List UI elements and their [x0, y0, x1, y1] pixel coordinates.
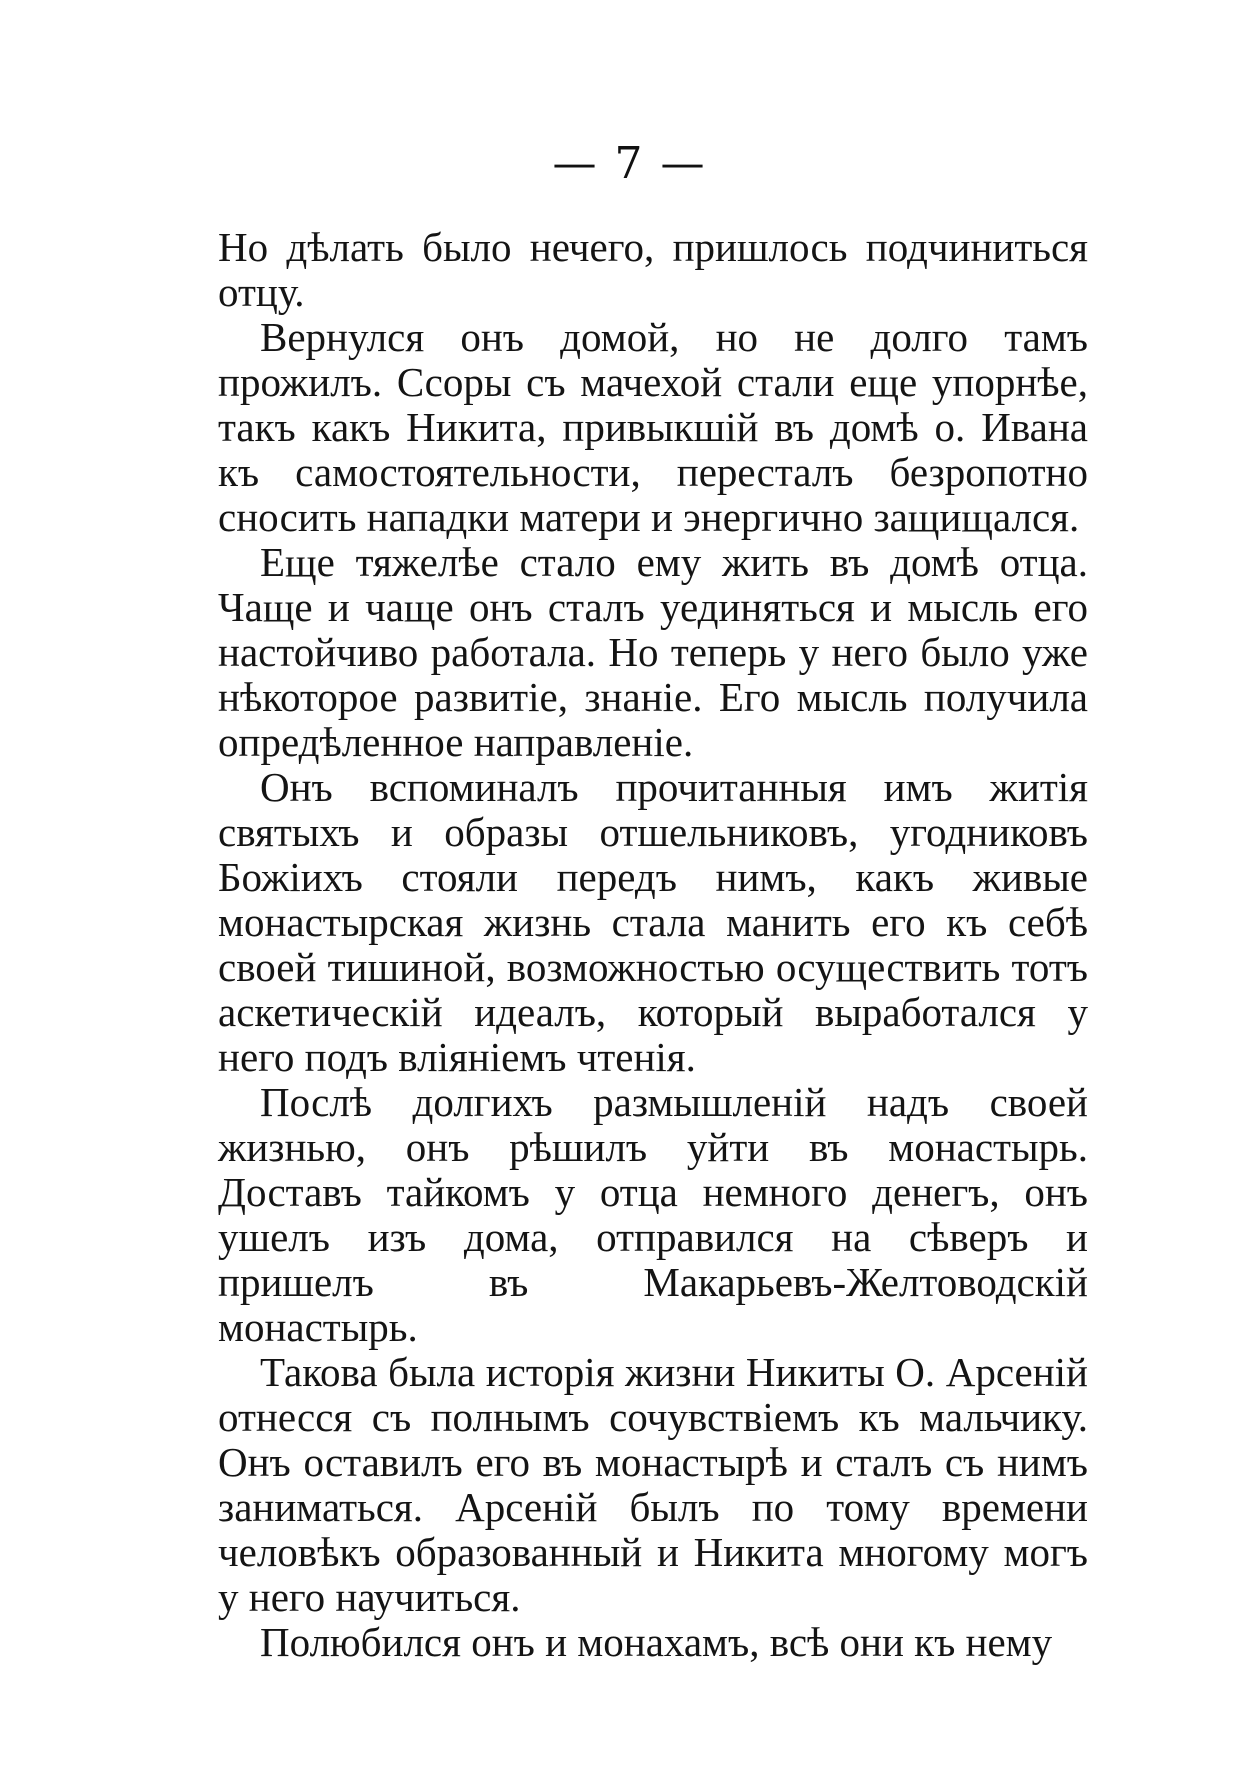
- body-text: [218, 225, 1088, 1665]
- paragraph-5: Послѣ долгихъ размышленій надъ своей жизнью, онъ рѣшилъ уйти въ монастырь. Доставъ тайкомъ у отца немного денегъ, онъ ушелъ изъ дома, отправился на сѣверъ и пришелъ въ Макарьевъ-Желтоводскій монастырь.: [218, 1079, 1088, 1350]
- paragraph-3: Еще тяжелѣе стало ему жить въ домѣ отца. Чаще и чаще онъ сталъ уединяться и мысль его настойчиво работала. Но теперь у него было уже нѣкоторое развитіе, знаніе. Его мысль получила опредѣленное направленіе.: [218, 539, 1088, 765]
- paragraph-1: Но дѣлать было нечего, пришлось подчиниться отцу.: [218, 224, 1088, 315]
- paragraph-2: Вернулся онъ домой, но не долго тамъ прожилъ. Ссоры съ мачехой стали еще упорнѣе, такъ какъ Никита, привыкшій въ домѣ о. Ивана къ самостоятельности, пересталъ безропотно сносить нападки матери и энергично защищался.: [218, 314, 1088, 540]
- page-number: — 7 —: [552, 138, 707, 189]
- paragraph-6: Такова была исторія жизни Никиты О. Арсеній отнесся съ полнымъ сочувствіемъ къ мальчику. Онъ оставилъ его въ монастырѣ и сталъ съ нимъ заниматься. Арсеній былъ по тому времени человѣкъ образованный и Никита многому могъ у него научиться.: [218, 1349, 1088, 1620]
- paragraph-4: Онъ вспоминалъ прочитанныя имъ житія святыхъ и образы отшельниковъ, угодниковъ Божіихъ стояли передъ нимъ, какъ живые монастырская жизнь стала манить его къ себѣ своей тишиной, возможностью осуществить тотъ аскетическій идеалъ, который выработался у него подъ вліяніемъ чтенія.: [218, 764, 1088, 1080]
- paragraph-7: Полюбился онъ и монахамъ, всѣ они къ нему: [260, 1619, 1053, 1665]
